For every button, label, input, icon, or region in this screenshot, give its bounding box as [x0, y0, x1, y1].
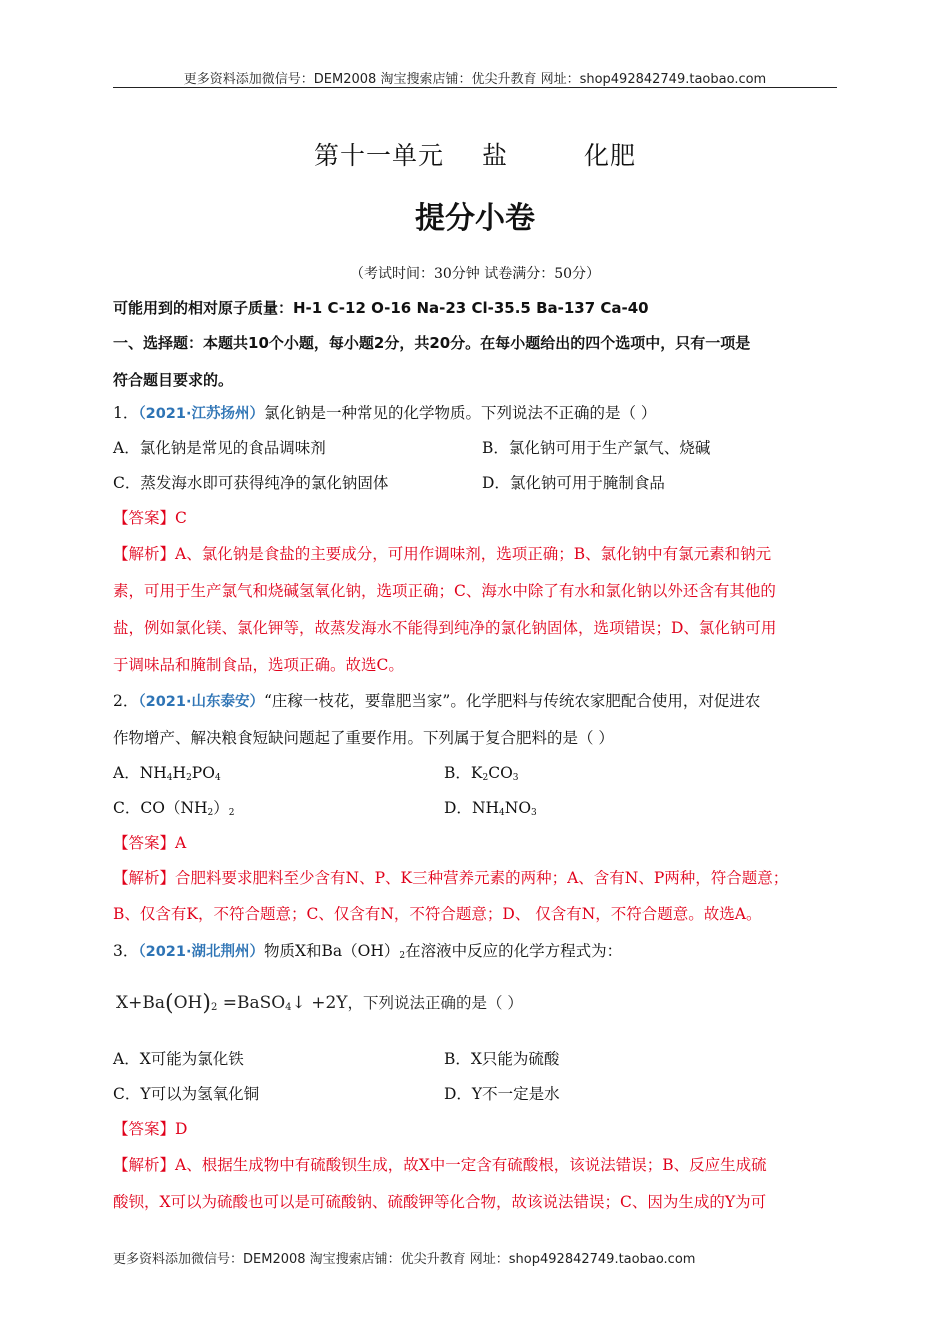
- question-3-stem: [113, 941, 622, 966]
- q2-option-b: B．$K_2CO_3$: [444, 764, 519, 783]
- q2-answer: [113, 833, 186, 853]
- q3-analysis-line1: [113, 1155, 767, 1175]
- q3-option-d: D．Y不一定是水: [444, 1085, 560, 1103]
- q1-analysis-line2: 素，可用于生产氯气和烧碱氢氧化钠，选项正确；C、海水中除了有水和氯化钠以外还含有其他的: [113, 582, 776, 600]
- section-heading-line2: 符合题目要求的。: [113, 371, 234, 389]
- exam-info: （考试时间：30分钟 试卷满分：50分）: [349, 266, 601, 282]
- question-number: 3．: [113, 942, 139, 960]
- q1-analysis-line4: 于调味品和腌制食品，选项正确。故选C。: [113, 656, 404, 674]
- question-source: （2021·湖北荆州）: [138, 944, 264, 960]
- q2-analysis-line2: B、仅含有K，不符合题意；C、仅含有N，不符合题意；D、 仅含有N，不符合题意。故选A。: [113, 905, 762, 923]
- unit-title: [0, 136, 950, 172]
- header-rule: [113, 87, 837, 88]
- section-heading-line1: 一、选择题：本题共10个小题，每小题2分，共20分。在每小题给出的四个选项中，只有一项是: [113, 334, 751, 352]
- question-text: 氯化钠是一种常见的化学物质。下列说法不正确的是（ ）: [264, 404, 657, 422]
- q1-answer: [113, 508, 187, 528]
- answer-value: D: [175, 1120, 188, 1138]
- q3-analysis-line2: 酸钡，X可以为硫酸也可以是可硫酸钠、硫酸钾等化合物，故该说法错误；C、因为生成的Y为可: [113, 1193, 767, 1211]
- question-text: 物质X和Ba（OH）: [264, 942, 400, 960]
- q3-option-a: A．X可能为氯化铁: [113, 1050, 244, 1068]
- page-footer: 更多资料添加微信号：DEM2008 淘宝搜索店铺：优尖升教育 网址：shop492842749.taobao.com: [113, 1252, 696, 1267]
- paper-subtitle: 提分小卷: [415, 201, 535, 236]
- q2-analysis-line1: [113, 868, 788, 888]
- question-number: 2．: [113, 692, 139, 710]
- q1-analysis-line3: 盐，例如氯化镁、氯化钾等，故蒸发海水不能得到纯净的氯化钠固体，选项错误；D、氯化钠可用: [113, 619, 777, 637]
- question-text: ，下列说法正确的是（ ）: [347, 994, 523, 1012]
- analysis-text: A、氯化钠是食盐的主要成分，可用作调味剂，选项正确；B、氯化钠中有氯元素和钠元: [175, 545, 772, 563]
- chemical-equation: $X+Ba(OH)_2$ =BaSO$_4$↓ +2Y，下列说法正确的是（ ）: [116, 991, 523, 1016]
- page-header: 更多资料添加微信号：DEM2008 淘宝搜索店铺：优尖升教育 网址：shop492842749.taobao.com: [183, 72, 767, 87]
- question-text: 在溶液中反应的化学方程式为：: [405, 942, 623, 960]
- q1-option-c: C．蒸发海水即可获得纯净的氯化钠固体: [113, 474, 389, 492]
- answer-value: C: [175, 509, 187, 527]
- answer-tag: 【答案】: [113, 509, 176, 527]
- q2-option-d: D．$NH_4NO_3$: [444, 799, 537, 818]
- topic-salt: 盐: [481, 141, 508, 170]
- question-1-stem: [113, 403, 656, 424]
- answer-tag: 【答案】: [113, 1120, 176, 1138]
- question-source: （2021·江苏扬州）: [138, 406, 264, 422]
- analysis-text: A、根据生成物中有硫酸钡生成，故X中一定含有硫酸根，该说法错误；B、反应生成硫: [175, 1156, 767, 1174]
- q1-option-b: B．氯化钠可用于生产氯气、烧碱: [482, 439, 711, 457]
- topic-fertilizer: 化肥: [584, 141, 637, 170]
- answer-tag: 【答案】: [113, 834, 176, 852]
- q2-option-a: A．$NH_4H_2PO_4$: [113, 764, 221, 783]
- question-source: （2021·山东泰安）: [138, 694, 264, 710]
- atomic-masses: 可能用到的相对原子质量：H-1 C-12 O-16 Na-23 Cl-35.5 Ba-137 Ca-40: [113, 299, 649, 317]
- question-2-stem-line2: 作物增产、解决粮食短缺问题起了重要作用。下列属于复合肥料的是（ ）: [113, 729, 614, 747]
- analysis-tag: 【解析】: [113, 869, 176, 887]
- question-2-stem-line1: [113, 691, 760, 712]
- question-text: “庄稼一枝花，要靠肥当家”。化学肥料与传统农家肥配合使用，对促进农: [264, 692, 761, 710]
- q3-option-b: B．X只能为硫酸: [444, 1050, 560, 1068]
- subscript: 2: [399, 951, 406, 961]
- q1-option-a: A．氯化钠是常见的食品调味剂: [113, 439, 326, 457]
- q3-answer: [113, 1119, 187, 1139]
- q3-option-c: C．Y可以为氢氧化铜: [113, 1085, 260, 1103]
- analysis-tag: 【解析】: [113, 1156, 176, 1174]
- q1-analysis-line1: [113, 544, 771, 564]
- answer-value: A: [175, 834, 187, 852]
- analysis-text: 合肥料要求肥料至少含有N、P、K三种营养元素的两种；A、含有N、P两种，符合题意；: [175, 869, 789, 887]
- question-number: 1．: [113, 404, 139, 422]
- unit-label: 第十一单元: [313, 141, 444, 170]
- analysis-tag: 【解析】: [113, 545, 176, 563]
- q2-option-c: C．$CO(NH_2)_2$: [113, 799, 235, 818]
- q1-option-d: D．氯化钠可用于腌制食品: [482, 474, 665, 492]
